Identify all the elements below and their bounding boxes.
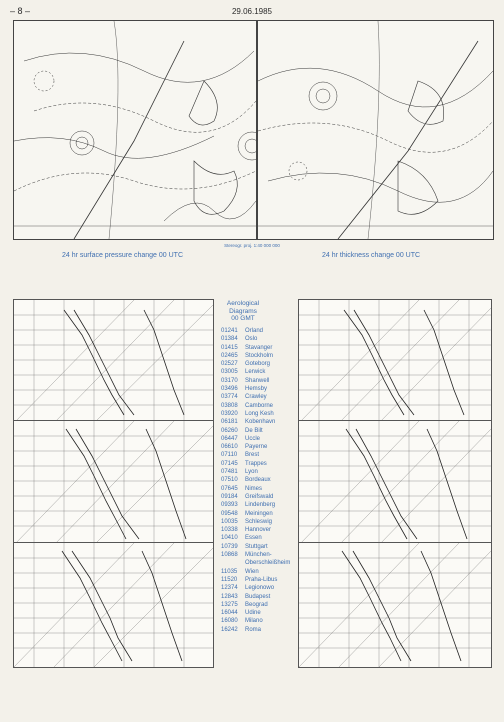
station-code: 10338 (221, 527, 238, 534)
station-row (221, 410, 293, 418)
station-code: 06447 (221, 435, 238, 442)
station-row (221, 626, 293, 634)
aerological-title-line1: Aerological (226, 300, 260, 307)
station-name: Udine (245, 610, 261, 617)
projection-note: Stereogr. proj. 1:40 000 000 (224, 243, 280, 248)
station-name: Camborne (245, 402, 274, 409)
station-code: 03808 (221, 402, 238, 409)
station-code: 02465 (221, 352, 238, 359)
station-row (221, 377, 293, 385)
station-row (221, 344, 293, 352)
station-row (221, 485, 293, 493)
station-row (221, 543, 293, 551)
station-code: 11520 (221, 576, 238, 583)
station-row (221, 335, 293, 343)
station-name: Shanwell (245, 377, 270, 384)
aerological-title (219, 300, 267, 323)
station-code: 07645 (221, 485, 238, 492)
aerological-diagram (298, 542, 492, 668)
station-row (221, 510, 293, 518)
station-name: De Bilt (245, 427, 263, 434)
station-row (221, 493, 293, 501)
station-code: 01241 (221, 328, 238, 334)
station-row (221, 468, 293, 476)
station-code: 10868 (221, 552, 238, 559)
station-row (221, 435, 293, 443)
station-row (221, 385, 293, 393)
station-name: Orland (245, 328, 264, 334)
station-name: Kobenhavn (245, 419, 276, 426)
station-name: Meiningen (245, 510, 273, 517)
station-row (221, 584, 293, 592)
station-row (221, 593, 293, 601)
aerological-title-line3: 00 GMT (231, 315, 255, 322)
station-code: 10739 (221, 543, 238, 550)
station-name: Essen (245, 535, 262, 542)
station-name: Milano (245, 618, 263, 625)
station-code: 16242 (221, 626, 238, 633)
station-code: 06610 (221, 444, 238, 451)
station-code: 03920 (221, 410, 238, 417)
station-code: 09184 (221, 493, 238, 500)
thickness-change-map (257, 20, 494, 240)
station-name: Lerwick (245, 369, 266, 376)
station-row (221, 427, 293, 435)
aerological-diagram (13, 420, 214, 546)
station-row (221, 576, 293, 584)
station-code: 12374 (221, 585, 238, 592)
station-name: Hannover (245, 527, 272, 534)
station-row (221, 518, 293, 526)
station-row (221, 393, 293, 401)
surface-pressure-caption: 24 hr surface pressure change 00 UTC (62, 252, 184, 259)
station-name: Lyon (245, 469, 258, 476)
station-row (221, 551, 293, 559)
station-code: 03170 (221, 377, 238, 384)
station-name: Stavanger (245, 344, 273, 351)
station-row (221, 534, 293, 542)
station-code: 10035 (221, 518, 238, 525)
station-code: 10410 (221, 535, 238, 542)
station-code: 06181 (221, 419, 238, 426)
page-date: 29.06.1985 (231, 7, 273, 16)
station-code: 06260 (221, 427, 238, 434)
station-code: 16080 (221, 618, 238, 625)
station-name: München- (245, 552, 272, 559)
station-name: Brest (245, 452, 260, 459)
station-row (221, 451, 293, 459)
station-code: 16044 (221, 610, 238, 617)
aerological-diagram (13, 542, 214, 668)
aerological-diagram (13, 299, 214, 424)
station-name: Praha-Libus (245, 576, 278, 583)
station-name: Goteborg (245, 361, 271, 368)
station-row (221, 327, 293, 335)
station-name: Oslo (245, 336, 258, 343)
station-name: Budapest (245, 593, 271, 600)
station-row (221, 501, 293, 509)
station-row (221, 360, 293, 368)
station-code (221, 559, 245, 567)
station-code: 09393 (221, 502, 238, 509)
station-code: 02527 (221, 361, 238, 368)
station-row (221, 617, 293, 625)
station-name: Legionowo (245, 585, 275, 592)
station-name: Bordeaux (245, 477, 271, 484)
aerological-diagram (298, 420, 492, 546)
station-code: 01415 (221, 344, 238, 351)
station-row (221, 443, 293, 451)
station-code: 07145 (221, 460, 238, 467)
station-name: Stuttgart (245, 543, 268, 550)
station-name: Wien (245, 568, 259, 575)
station-name: Nimes (245, 485, 263, 492)
station-name: Stockholm (245, 352, 274, 359)
station-code: 11035 (221, 568, 238, 575)
station-name: Beograd (245, 601, 268, 608)
station-row (221, 568, 293, 576)
station-code: 13275 (221, 601, 238, 608)
station-row (221, 559, 293, 567)
station-row (221, 368, 293, 376)
station-code: 03774 (221, 394, 238, 401)
aerological-diagram (298, 299, 492, 424)
station-name: Lindenberg (245, 502, 276, 509)
station-code: 07510 (221, 477, 238, 484)
station-list (221, 327, 293, 634)
thickness-caption: 24 hr thickness change 00 UTC (322, 252, 421, 259)
station-name: Payerne (245, 444, 268, 451)
station-code: 01384 (221, 336, 238, 343)
station-row (221, 418, 293, 426)
station-code: 12843 (221, 593, 238, 600)
station-name: Greifswald (245, 493, 274, 500)
station-name: Oberschleißheim (245, 560, 291, 567)
station-name: Uccle (245, 435, 261, 442)
station-name: Crawley (245, 394, 267, 401)
station-row (221, 460, 293, 468)
station-name: Hemsby (245, 386, 268, 393)
station-name: Schleswig (245, 518, 273, 525)
station-row (221, 476, 293, 484)
station-row (221, 526, 293, 534)
station-code: 03496 (221, 386, 238, 393)
page-number: – 8 – (10, 6, 31, 16)
station-row (221, 609, 293, 617)
station-code: 09548 (221, 510, 238, 517)
station-row (221, 601, 293, 609)
station-code: 03005 (221, 369, 238, 376)
station-code: 07110 (221, 452, 238, 459)
station-row (221, 402, 293, 410)
station-code: 07481 (221, 469, 238, 476)
station-row (221, 352, 293, 360)
station-name: Long Kesh (245, 410, 274, 417)
station-name: Trappes (245, 460, 267, 467)
station-name: Roma (245, 626, 262, 633)
surface-pressure-change-map (13, 20, 257, 240)
aerological-title-line2: Diagrams (229, 307, 257, 315)
